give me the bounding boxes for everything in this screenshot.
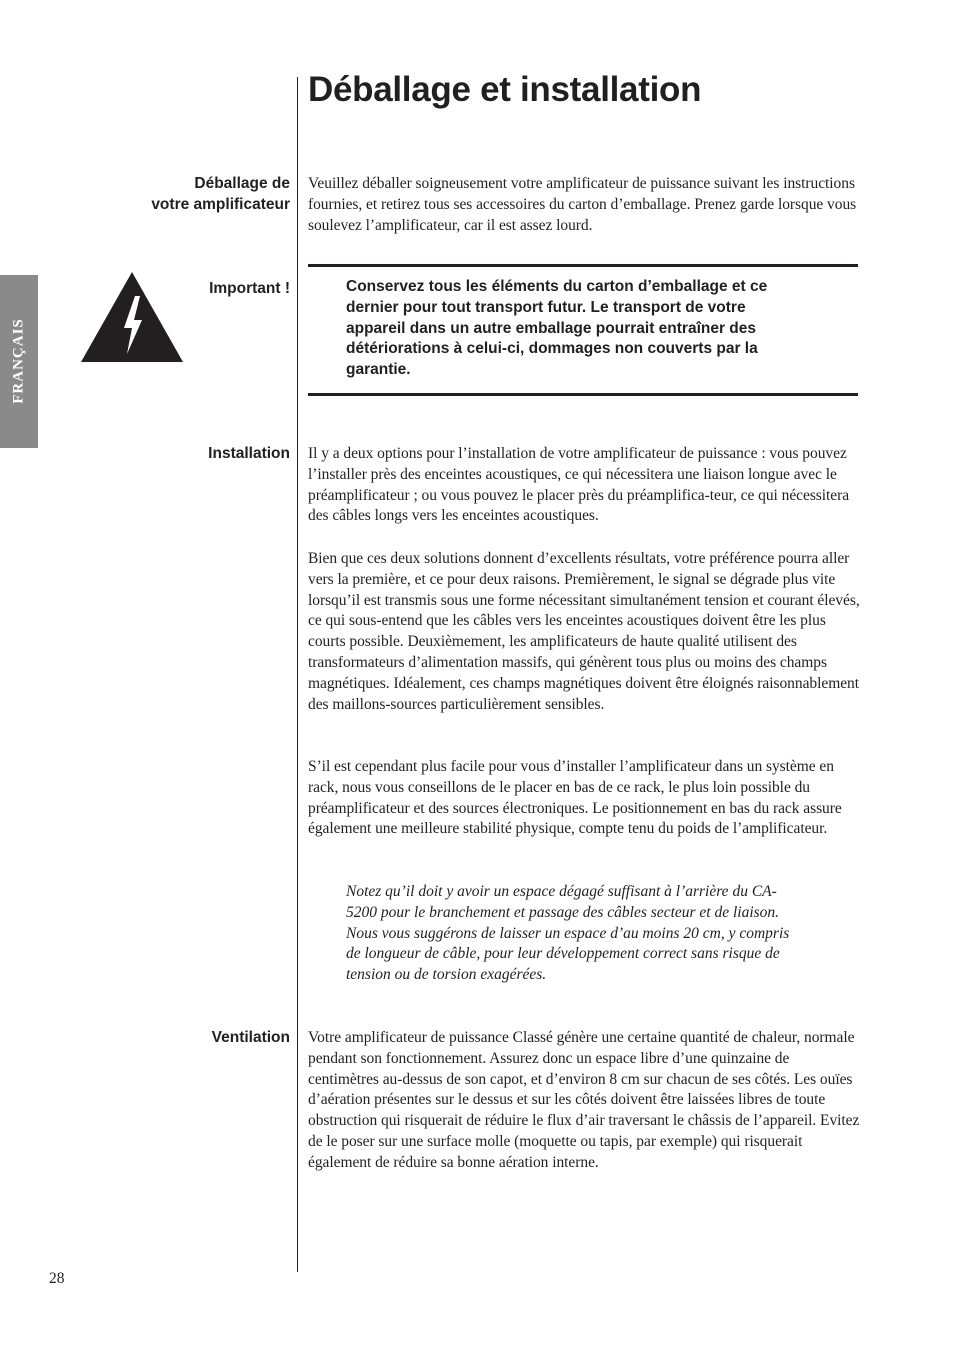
installation-paragraph-2: Bien que ces deux solutions donnent d’excellents résultats, votre préférence pourra aller vers la première, et ce pour deux raisons. Premièrement, le signal se dégrade plus vite lorsqu’il est transmis sous une forme nécessitant simultanément tension et courant élevés, ce qui sous-entend que les câbles vers les enceintes acoustiques doivent être les plus courts possible. Deuxièmement, les amplificateurs de haute qualité utilisent des transformateurs d’alimentation massifs, qui génèrent tous plus ou moins des champs magnétiques. Idéalement, ces champs magnétiques doivent être éloignés raisonnablement des maillons-sources particulièrement sensibles.: [308, 550, 860, 713]
language-tab: [0, 275, 38, 448]
section-label-important: Important !: [209, 280, 290, 297]
installation-paragraph-3: S’il est cependant plus facile pour vous d’installer l’amplificateur dans un système en rack, nous vous conseillons de le placer en bas de ce rack, le plus loin possible du préamplificateur et des sources électroniques. Le positionnement en bas du rack assure également une meilleure stabilité physique, compte tenu du poids de l’amplificateur.: [308, 758, 842, 838]
column-divider: [297, 77, 298, 1272]
important-top-rule: [308, 264, 858, 267]
section-label-unpacking-line2: votre amplificateur: [151, 196, 290, 213]
warning-lightning-icon: [79, 270, 185, 363]
unpacking-text: Veuillez déballer soigneusement votre amplificateur de puissance suivant les instructions fournies, et retirez tous ses accessoires du carton d’emballage. Prenez garde lorsque vous soulevez l’amplificateur, car il est assez lourd.: [308, 175, 857, 234]
section-label-installation: Installation: [208, 445, 290, 462]
important-text: Conservez tous les éléments du carton d’emballage et ce dernier pour tout transport futur. Le transport de votre appareil dans un autre emballage pourrait entraîner des détériorations à celui-ci, dommages non couverts par la garantie.: [346, 278, 768, 379]
page-number: 28: [49, 1270, 65, 1287]
installation-note: Notez qu’il doit y avoir un espace dégagé suffisant à l’arrière du CA-5200 pour le branchement et passage des câbles secteur et de liaison. Nous vous suggérons de laisser un espace d’au moins 20 cm, y compris de longueur de câble, pour leur développement correct sans risque de tension ou de torsion exagérées.: [346, 883, 790, 984]
section-label-ventilation: Ventilation: [211, 1029, 290, 1046]
section-label-unpacking-line1: Déballage de: [194, 175, 290, 192]
section-label-unpacking: [151, 173, 290, 215]
language-tab-label: FRANÇAIS: [10, 318, 27, 404]
page-title: Déballage et installation: [308, 70, 702, 109]
ventilation-text: Votre amplificateur de puissance Classé génère une certaine quantité de chaleur, normale pendant son fonctionnement. Assurez donc un espace libre d’une quinzaine de centimètres au-dessus de son capot, et d’environ 8 cm sur chacun de ses côtés. Les ouïes d’aération présentes sur le dessus et sur les côtés doivent être laissées libres de toute obstruction qui risquerait de réduire le flux d’air traversant le châssis de l’appareil. Evitez de le poser sur une surface molle (moquette ou tapis, par exemple) qui risquerait également de réduire sa bonne aération interne.: [308, 1029, 860, 1171]
important-bottom-rule: [308, 393, 858, 396]
installation-paragraph-1: Il y a deux options pour l’installation de votre amplificateur de puissance : vous pouvez l’installer près des enceintes acoustiques, ce qui nécessitera une liaison longue avec le préamplificateur ; ou vous pouvez le placer près du préamplifica-teur, ce qui nécessitera des câbles longs vers les enceintes acoustiques.: [308, 445, 850, 525]
